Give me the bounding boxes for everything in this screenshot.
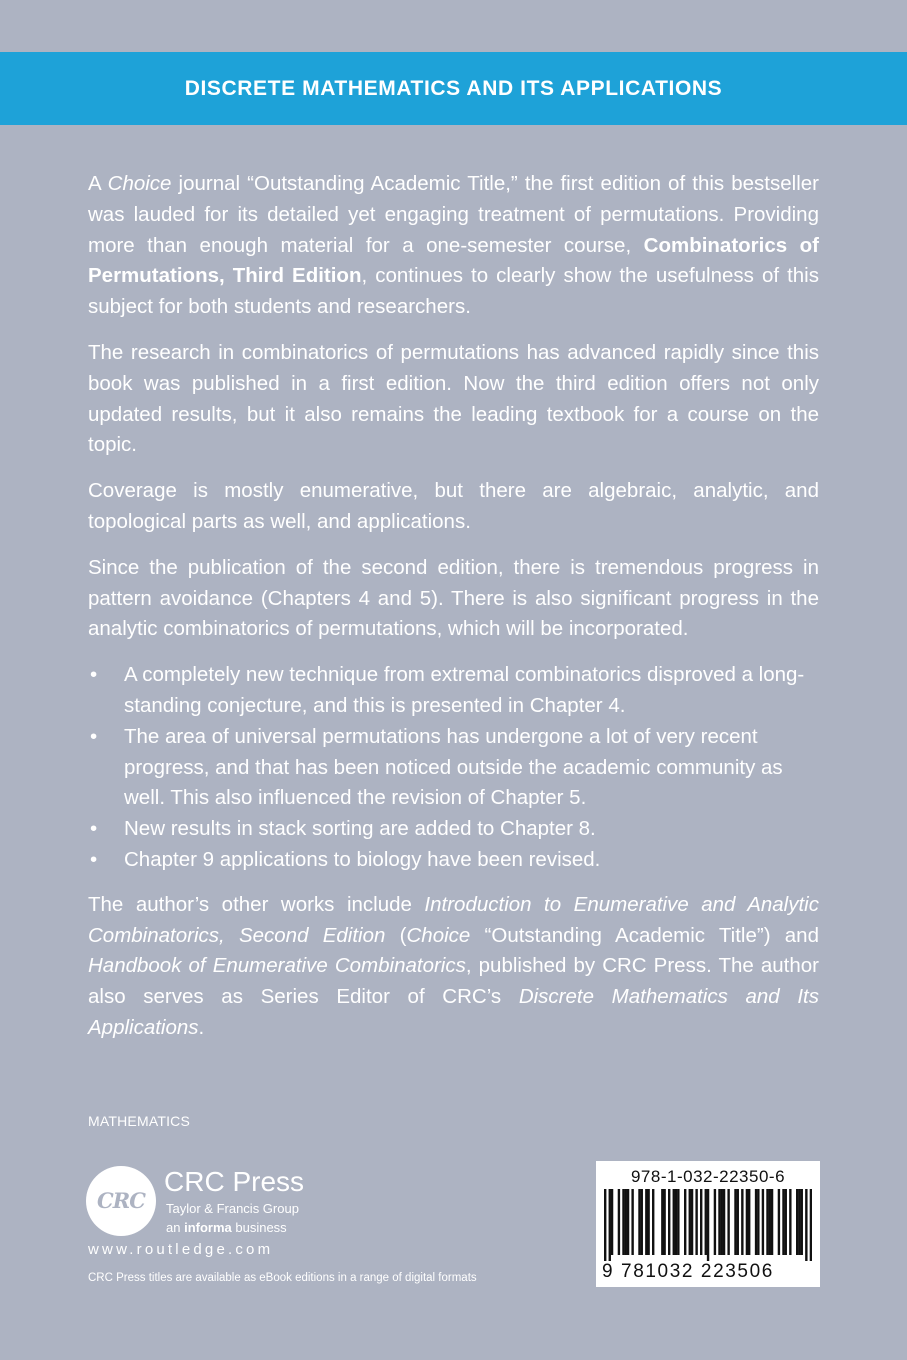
- list-item: • The area of universal permutations has undergone a lot of very recent progress, and that has been noticed outside the academic community as well. This also influenced the revision of Chapter 5.: [88, 722, 819, 814]
- barcode-bar: [746, 1189, 748, 1255]
- barcode-bar: [689, 1189, 691, 1255]
- barcode-bar: [762, 1189, 764, 1255]
- isbn-number: 978-1-032-22350-6: [630, 1167, 786, 1186]
- publisher-logo: [86, 1160, 426, 1270]
- barcode-bar: [700, 1189, 702, 1255]
- book-title: Introduction to Enumerative and Analytic Combinatorics, Second Edition: [88, 892, 819, 947]
- barcode-bar: [707, 1189, 709, 1261]
- journal-name: Choice: [406, 923, 471, 947]
- barcode-bar: [810, 1189, 812, 1261]
- barcode-bar: [737, 1189, 739, 1255]
- barcode-bar: [663, 1189, 665, 1255]
- text-run: The author’s other works include: [88, 892, 425, 916]
- barcode-bar: [796, 1189, 798, 1255]
- list-item: • A completely new technique from extremal combinatorics disproved a long-standing conjecture, and this is presented in Chapter 4.: [88, 660, 819, 722]
- barcode-bar: [631, 1189, 633, 1255]
- series-banner: [0, 52, 907, 125]
- barcode-bar: [748, 1189, 750, 1255]
- barcode-bar: [652, 1189, 654, 1255]
- blurb: [88, 169, 819, 1059]
- barcode-bar: [769, 1189, 771, 1255]
- ean-digits: 9 781032 223506: [602, 1261, 774, 1282]
- barcode-bar: [705, 1189, 707, 1255]
- publisher-group: Taylor & Francis Group: [166, 1201, 299, 1216]
- ebook-note: CRC Press titles are available as eBook editions in a range of digital formats: [88, 1272, 477, 1284]
- journal-name: Choice: [107, 172, 172, 195]
- barcode-bar: [721, 1189, 723, 1255]
- barcode-bar: [723, 1189, 725, 1255]
- book-title: Handbook of Enumerative Combinatorics: [88, 954, 466, 978]
- barcode-bar: [661, 1189, 663, 1255]
- book-title: Combinatorics of Permutations, Third Edition: [88, 233, 819, 288]
- subject-category: MATHEMATICS: [88, 1113, 191, 1129]
- crc-mark: CRC: [97, 1188, 145, 1213]
- text-run: an: [166, 1220, 185, 1235]
- barcode-bar: [673, 1189, 675, 1255]
- text-run: journal “Outstanding Academic Title,” the first edition of this bestseller was lauded for its detailed yet engaging treatment of permutations. Providing more than enough material for a one-semester course,: [88, 172, 819, 257]
- barcode-bars: [604, 1189, 812, 1261]
- barcode-bar: [677, 1189, 679, 1255]
- list-item: • New results in stack sorting are added to Chapter 8.: [88, 814, 819, 845]
- text-run: , continues to clearly show the usefulness of this subject for both students and researchers.: [88, 264, 819, 319]
- barcode-bar: [638, 1189, 640, 1255]
- barcode-bar: [609, 1189, 611, 1261]
- barcode-bar: [755, 1189, 757, 1255]
- coverage-paragraph: Coverage is mostly enumerative, but there are algebraic, analytic, and topological parts as well, and applications.: [88, 479, 819, 533]
- barcode-bar: [734, 1189, 736, 1255]
- barcode-bar: [684, 1189, 686, 1255]
- progress-paragraph: Since the publication of the second edition, there is tremendous progress in pattern avoidance (Chapters 4 and 5). There is also significant progress in the analytic combinatorics of permutations, which will be incorporated.: [88, 555, 819, 641]
- publisher-url[interactable]: www.routledge.com: [88, 1241, 274, 1258]
- barcode-bar: [766, 1189, 768, 1255]
- barcode-bar: [645, 1189, 647, 1255]
- changes-list: [88, 660, 819, 876]
- text-run: A: [88, 172, 108, 195]
- publisher-business: [166, 1220, 287, 1235]
- series-name: Discrete Mathematics and Its Applications: [88, 985, 819, 1039]
- barcode-bar: [641, 1189, 643, 1255]
- barcode-bar: [801, 1189, 803, 1255]
- barcode-bar: [604, 1189, 606, 1261]
- barcode-bar: [675, 1189, 677, 1255]
- author-paragraph: [88, 890, 819, 1044]
- barcode-bar: [771, 1189, 773, 1255]
- text-run: .: [198, 1015, 205, 1039]
- barcode-bar: [691, 1189, 693, 1255]
- barcode-bar: [625, 1189, 627, 1255]
- research-paragraph: The research in combinatorics of permutations has advanced rapidly since this book was published in a first edition. Now the third edition offers not only updated results, but it also remains the leading textbook for a course on the topic.: [88, 340, 819, 457]
- barcode-bar: [668, 1189, 670, 1255]
- text-run: “Outstanding Academic Title”) and: [470, 923, 819, 947]
- barcode-bar: [718, 1189, 720, 1255]
- text-run: business: [231, 1220, 287, 1235]
- list-item: • Chapter 9 applications to biology have been revised.: [88, 845, 819, 876]
- barcode-bar: [785, 1189, 787, 1255]
- barcode-bar: [778, 1189, 780, 1255]
- barcode-bar: [757, 1189, 759, 1255]
- barcode-bar: [789, 1189, 791, 1255]
- text-run: , published by CRC Press. The author also serves as Series Editor of CRC’s: [88, 954, 819, 1009]
- barcode-bar: [622, 1189, 624, 1255]
- barcode-bar: [805, 1189, 807, 1261]
- barcode-bar: [627, 1189, 629, 1255]
- barcode-bar: [741, 1189, 743, 1255]
- informa-brand: informa: [184, 1220, 232, 1235]
- barcode-bar: [798, 1189, 800, 1255]
- barcode-bar: [647, 1189, 649, 1255]
- publisher-name: CRC Press: [164, 1166, 305, 1197]
- barcode-bar: [611, 1189, 613, 1255]
- barcode-bar: [727, 1189, 729, 1255]
- isbn-barcode: [596, 1161, 820, 1287]
- text-run: (: [385, 923, 407, 947]
- series-title: DISCRETE MATHEMATICS AND ITS APPLICATIONS: [184, 76, 723, 100]
- barcode-bar: [695, 1189, 697, 1255]
- barcode-bar: [714, 1189, 716, 1255]
- barcode-bar: [782, 1189, 784, 1255]
- intro-paragraph: [88, 169, 819, 323]
- barcode-bar: [618, 1189, 620, 1255]
